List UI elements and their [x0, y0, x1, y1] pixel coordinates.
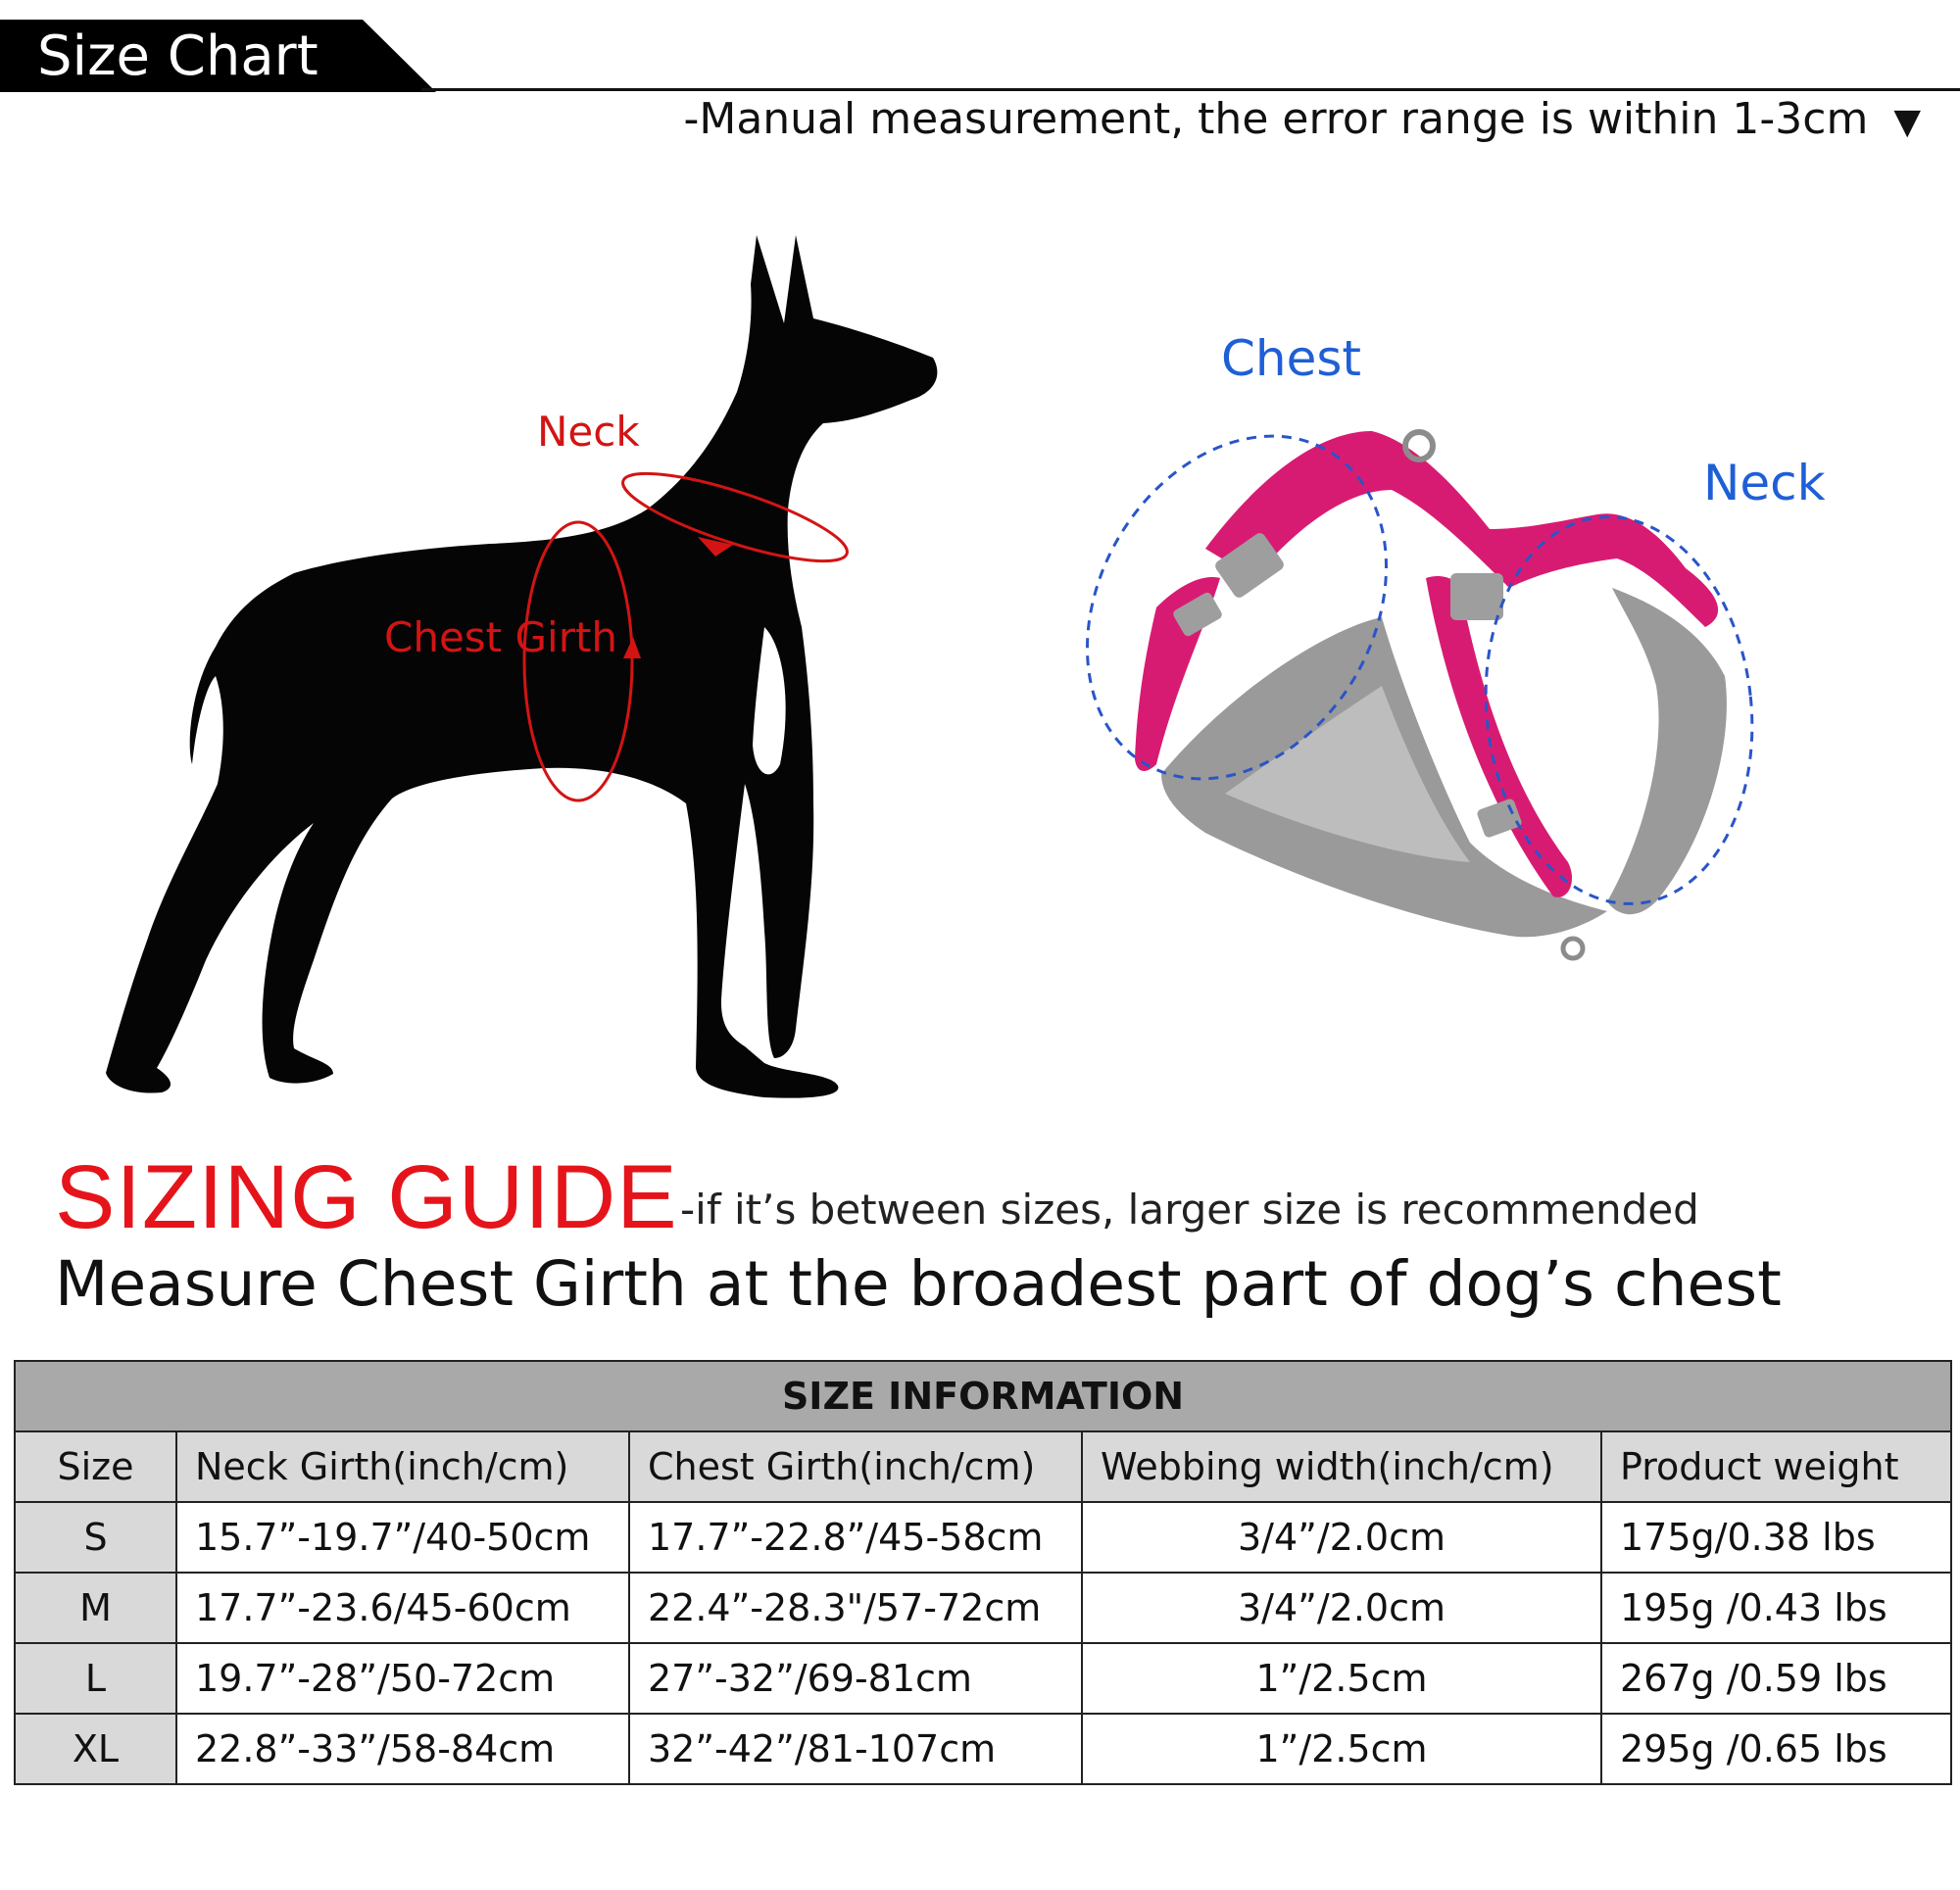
sizing-guide-title: SIZING GUIDE: [55, 1147, 678, 1247]
chest-girth-cell: 32”-42”/81-107cm: [629, 1714, 1082, 1784]
size-cell: L: [15, 1643, 176, 1714]
neck-girth-cell: 15.7”-19.7”/40-50cm: [176, 1502, 629, 1573]
harness-neck-label: Neck: [1703, 455, 1826, 511]
table-row: [15, 1714, 1951, 1784]
size-information-table: [14, 1360, 1952, 1785]
measurement-note-text: -Manual measurement, the error range is within 1-3cm: [683, 94, 1869, 144]
webbing-width-cell: 3/4”/2.0cm: [1082, 1502, 1601, 1573]
size-cell: XL: [15, 1714, 176, 1784]
table-row: [15, 1573, 1951, 1643]
table-header-row: [15, 1431, 1951, 1502]
header-product-weight: Product weight: [1601, 1431, 1951, 1502]
table-caption-row: [15, 1361, 1951, 1431]
size-cell: M: [15, 1573, 176, 1643]
header-divider: [421, 88, 1960, 91]
neck-girth-cell: 22.8”-33”/58-84cm: [176, 1714, 629, 1784]
table-row: [15, 1643, 1951, 1714]
harness-illustration: [1135, 431, 1727, 958]
webbing-width-cell: 1”/2.5cm: [1082, 1643, 1601, 1714]
measurement-note: [683, 94, 1921, 144]
triangle-down-icon: ▼: [1893, 102, 1921, 142]
webbing-width-cell: 3/4”/2.0cm: [1082, 1573, 1601, 1643]
measurement-illustrations: [0, 176, 1960, 1137]
header-webbing-width: Webbing width(inch/cm): [1082, 1431, 1601, 1502]
header-size: Size: [15, 1431, 176, 1502]
sizing-guide-note: -if it’s between sizes, larger size is recommended: [680, 1186, 1699, 1234]
header-chest-girth: Chest Girth(inch/cm): [629, 1431, 1082, 1502]
product-weight-cell: 295g /0.65 lbs: [1601, 1714, 1951, 1784]
product-weight-cell: 267g /0.59 lbs: [1601, 1643, 1951, 1714]
measurement-instruction: Measure Chest Girth at the broadest part of dog’s chest: [55, 1248, 1782, 1320]
dog-silhouette: [106, 235, 937, 1098]
table-row: [15, 1502, 1951, 1573]
chest-girth-cell: 17.7”-22.8”/45-58cm: [629, 1502, 1082, 1573]
neck-girth-cell: 17.7”-23.6/45-60cm: [176, 1573, 629, 1643]
size-cell: S: [15, 1502, 176, 1573]
webbing-width-cell: 1”/2.5cm: [1082, 1714, 1601, 1784]
header-neck-girth: Neck Girth(inch/cm): [176, 1431, 629, 1502]
chest-girth-label: Chest Girth: [384, 613, 618, 661]
neck-girth-cell: 19.7”-28”/50-72cm: [176, 1643, 629, 1714]
size-chart-title: Size Chart: [37, 24, 318, 88]
harness-chest-label: Chest: [1221, 330, 1362, 387]
product-weight-cell: 175g/0.38 lbs: [1601, 1502, 1951, 1573]
product-weight-cell: 195g /0.43 lbs: [1601, 1573, 1951, 1643]
neck-label: Neck: [537, 408, 640, 456]
chest-girth-cell: 22.4”-28.3"/57-72cm: [629, 1573, 1082, 1643]
table-caption: SIZE INFORMATION: [15, 1361, 1951, 1431]
chest-girth-cell: 27”-32”/69-81cm: [629, 1643, 1082, 1714]
